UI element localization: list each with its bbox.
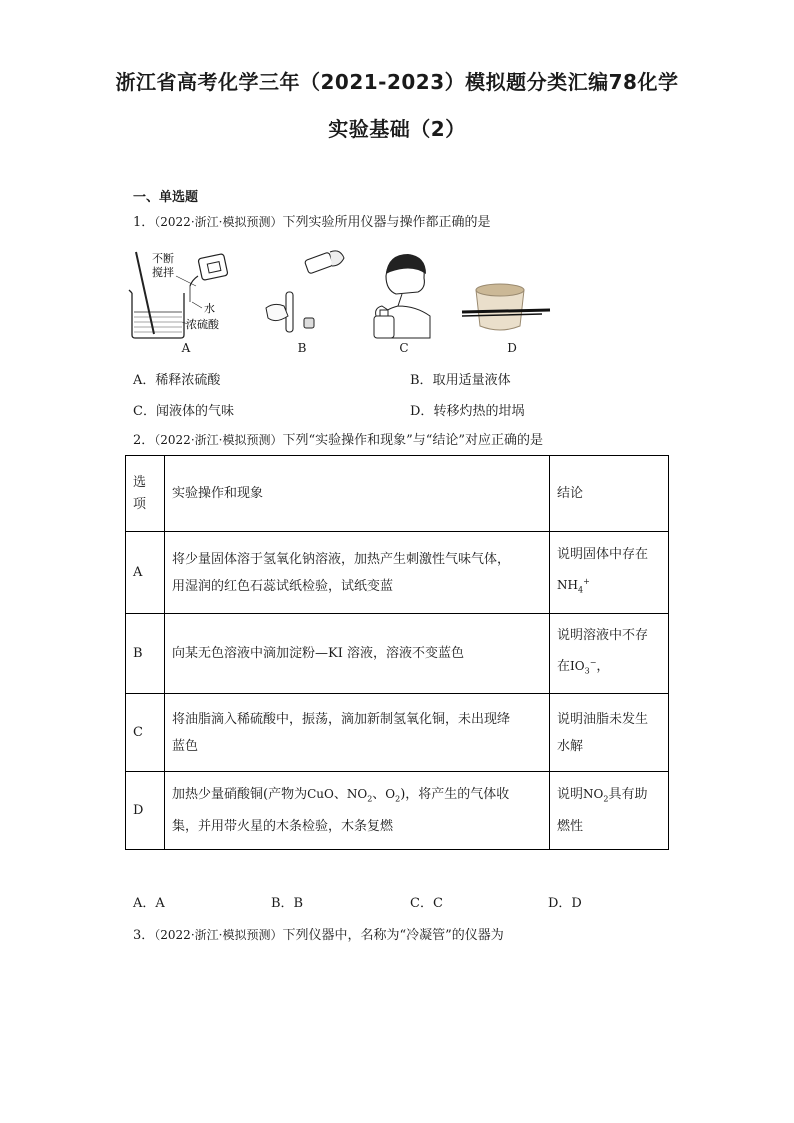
row-conclusion: 说明溶液中不存 在$IO_3^-$， <box>550 614 669 694</box>
row-conclusion: 说明油脂未发生 水解 <box>550 694 669 772</box>
q2-answer-b[interactable]: B．B <box>271 896 304 911</box>
q1-option-d[interactable] <box>410 400 524 419</box>
question-stem: 下列实验所用仪器与操作都正确的是 <box>282 215 491 230</box>
figure-label-a: A <box>181 341 191 355</box>
question-number: 3． <box>133 928 155 943</box>
header-conclusion: 结论 <box>550 456 669 532</box>
section-heading: 一、单选题 <box>133 190 199 205</box>
q2-answer-c[interactable]: C．C <box>410 896 443 911</box>
row-option: C <box>126 694 165 772</box>
question-source: （2022·浙江·模拟预测） <box>154 215 283 229</box>
table-row <box>126 772 669 850</box>
q1-option-c[interactable] <box>133 400 234 419</box>
table-row <box>126 694 669 772</box>
option-letter: A． <box>133 373 156 388</box>
table-header-row <box>126 456 669 532</box>
question-1 <box>133 213 490 232</box>
option-letter: D． <box>410 404 434 419</box>
option-letter: B． <box>410 373 433 388</box>
option-text: 稀释浓硫酸 <box>155 373 221 388</box>
row-option: B <box>126 614 165 694</box>
stir-label-1: 不断 <box>152 252 174 265</box>
row-option: D <box>126 772 165 850</box>
q2-answer-a[interactable]: A．A <box>133 896 165 911</box>
question-2 <box>133 431 543 450</box>
page-title: 浙江省高考化学三年（2021-2023）模拟题分类汇编78化学 <box>115 70 679 94</box>
lab-illustrations <box>126 246 566 341</box>
option-text: 转移灼热的坩埚 <box>433 404 525 419</box>
q2-answer-d[interactable]: D．D <box>548 896 582 911</box>
row-option: A <box>126 532 165 614</box>
figure-d-crucible <box>462 284 550 330</box>
row-operation: 将油脂滴入稀硫酸中，振荡，滴加新制氢氧化铜，未出现绛 蓝色 <box>165 694 550 772</box>
row-operation: 将少量固体溶于氢氧化钠溶液，加热产生刺激性气味气体， 用湿润的红色石蕊试纸检验，试纸变蓝 <box>165 532 550 614</box>
option-letter: C． <box>133 404 156 419</box>
question-stem: 下列仪器中，名称为“冷凝管”的仪器为 <box>282 928 504 943</box>
question-source: （2022·浙江·模拟预测） <box>154 433 283 447</box>
question-number: 1． <box>133 215 155 230</box>
header-option: 选项 <box>126 456 165 532</box>
figure-c-smell <box>374 254 430 338</box>
question-number: 2． <box>133 433 155 448</box>
page-title-line2: 实验基础（2） <box>328 117 466 141</box>
row-conclusion: 说明固体中存在 $NH_4^+$ <box>550 532 669 614</box>
question-stem: 下列“实验操作和现象”与“结论”对应正确的是 <box>282 433 544 448</box>
row-conclusion: 说明$NO_2$具有助 燃性 <box>550 772 669 850</box>
figure-label-b: B <box>297 341 307 355</box>
figure-label-d: D <box>507 341 517 355</box>
table-row <box>126 614 669 694</box>
header-operation: 实验操作和现象 <box>165 456 550 532</box>
stir-label-2: 搅拌 <box>152 266 174 279</box>
acid-label: 浓硫酸 <box>186 318 219 331</box>
figure-a-dilution <box>129 251 228 338</box>
option-text: 闻液体的气味 <box>155 404 234 419</box>
question-3 <box>133 926 504 945</box>
question-source: （2022·浙江·模拟预测） <box>154 928 283 942</box>
q2-table <box>125 455 669 850</box>
figure-b-liquid <box>266 251 344 332</box>
option-text: 取用适量液体 <box>432 373 511 388</box>
row-operation: 向某无色溶液中滴加淀粉—KI 溶液，溶液不变蓝色 <box>165 614 550 694</box>
q1-figures <box>126 246 566 358</box>
water-label: 水 <box>204 302 215 315</box>
q1-option-a[interactable] <box>133 369 220 388</box>
row-operation: 加热少量硝酸铜(产物为CuO、$NO_2$、$O_2$)，将产生的气体收 集，并用带火星的木条检验，木条复燃 <box>165 772 550 850</box>
figure-label-c: C <box>399 341 409 355</box>
table-row <box>126 532 669 614</box>
q1-option-b[interactable] <box>410 369 511 388</box>
